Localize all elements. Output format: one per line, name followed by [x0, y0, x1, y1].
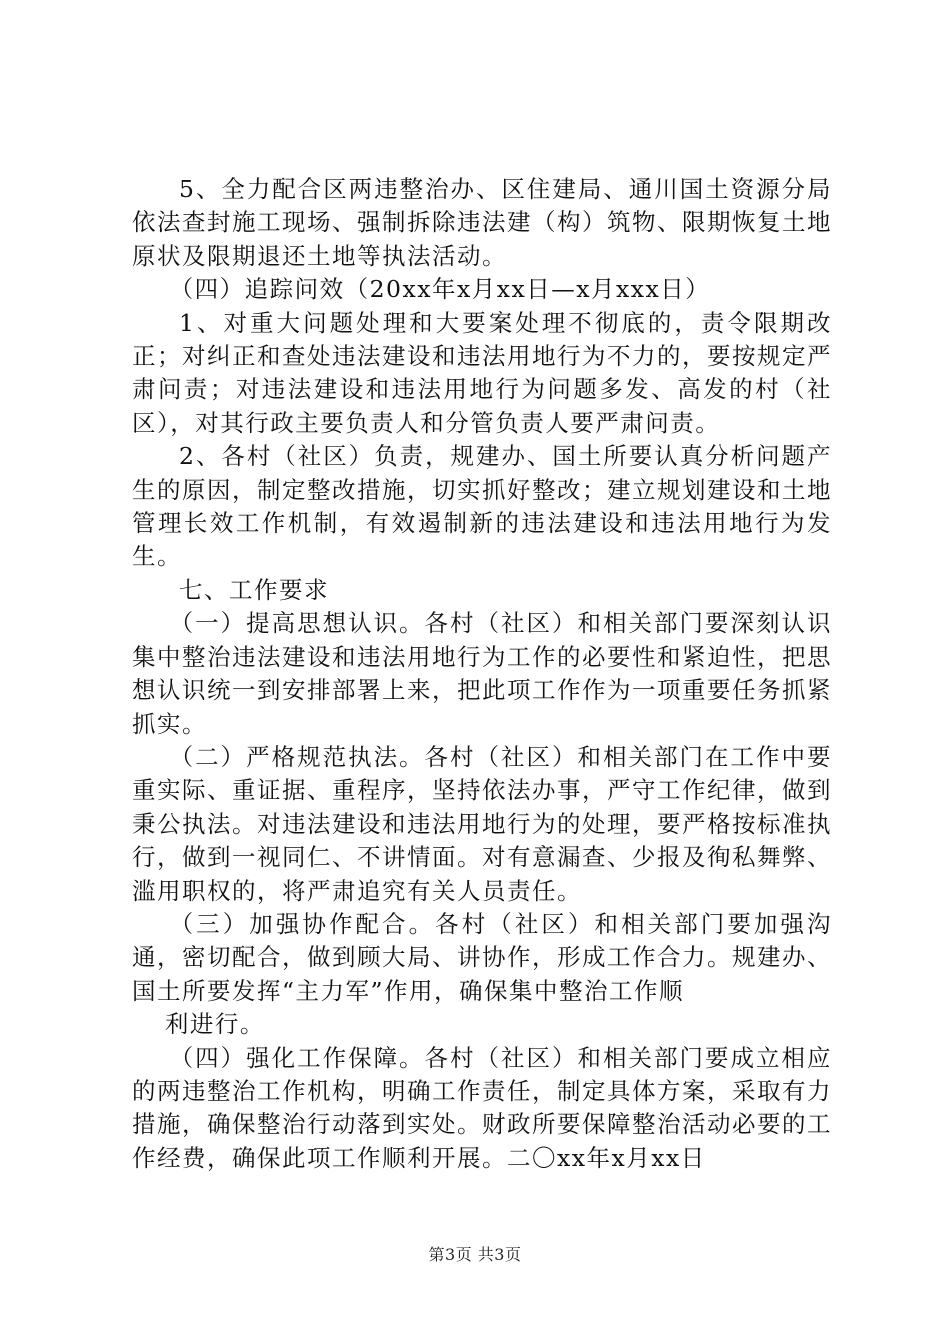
paragraph-requirement-2: （二）严格规范执法。各村（社区）和相关部门在工作中要重实际、重证据、重程序，坚持依法办事，严守工作纪律，做到秉公执法。对违法建设和违法用地行为的处理，要严格按标准执行，做到一视同仁、不讲情面。对有意漏查、少报及徇私舞弊、滥用职权的，将严肃追究有关人员责任。 — [132, 742, 832, 905]
paragraph-requirement-4: （四）强化工作保障。各村（社区）和相关部门要成立相应的两违整治工作机构，明确工作责任，制定具体方案，采取有力措施，确保整治行动落到实处。财政所要保障整治活动必要的工作经费，确保此项工作顺利开展。二〇xx年x月xx日 — [132, 1043, 832, 1172]
paragraph-item-5: 5、全力配合区两违整治办、区住建局、通川国土资源分局依法查封施工现场、强制拆除违法建（构）筑物、限期恢复土地原状及限期退还土地等执法活动。 — [132, 175, 832, 270]
section-heading-requirements: 七、工作要求 — [179, 575, 329, 604]
page-footer: 第3页 共3页 — [428, 1245, 522, 1264]
paragraph-tracking-1: 1、对重大问题处理和大要案处理不彻底的，责令限期改正；对纠正和查处违法建设和违法用地行为不力的，要按规定严肃问责；对违法建设和违法用地行为问题多发、高发的村（社区），对其行政主要负责人和分管负责人要严肃问责。 — [132, 308, 832, 437]
section-heading-tracking: （四）追踪问效（20xx年x月xx日—x月xxx日） — [169, 275, 711, 304]
paragraph-tracking-2: 2、各村（社区）负责，规建办、国土所要认真分析问题产生的原因，制定整改措施，切实抓好整改；建立规划建设和土地管理长效工作机制，有效遏制新的违法建设和违法用地行为发生。 — [132, 442, 832, 571]
paragraph-requirement-3: （三）加强协作配合。各村（社区）和相关部门要加强沟通，密切配合，做到顾大局、讲协作，形成工作合力。规建办、国土所要发挥“主力军”作用，确保集中整治工作顺 — [132, 909, 832, 1005]
paragraph-requirement-1: （一）提高思想认识。各村（社区）和相关部门要深刻认识集中整治违法建设和违法用地行为工作的必要性和紧迫性，把思想认识统一到安排部署上来，把此项工作作为一项重要任务抓紧抓实。 — [132, 609, 832, 738]
document-body — [132, 173, 832, 1175]
paragraph-continuation: 利进行。 — [164, 1010, 265, 1039]
